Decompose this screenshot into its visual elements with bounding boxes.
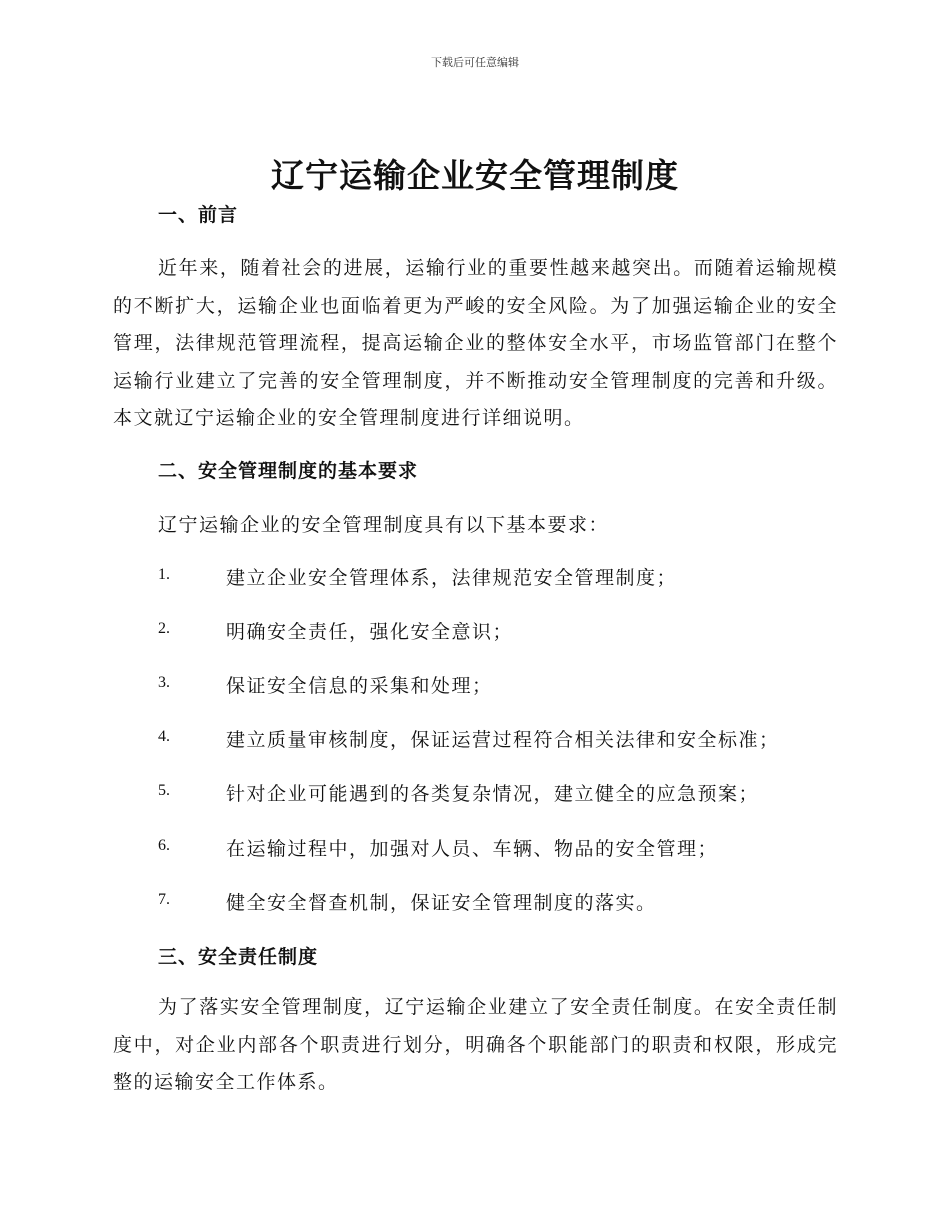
page-header-note: 下载后可任意编辑 xyxy=(431,56,519,69)
section-heading-responsibility: 三、安全责任制度 xyxy=(158,946,319,968)
paragraph-preface: 近年来，随着社会的进展，运输行业的重要性越来越突出。而随着运输规模的不断扩大，运输企业也面临着更为严峻的安全风险。为了加强运输企业的安全管理，法律规范管理流程，提高运输企业的整体安全水平，市场监管部门在整个运输行业建立了完善的安全管理制度，并不断推动安全管理制度的完善和升级。本文就辽宁运输企业的安全管理制度进行详细说明。 xyxy=(113,257,838,429)
list-item xyxy=(158,834,858,864)
section-heading-requirements: 二、安全管理制度的基本要求 xyxy=(158,460,419,482)
list-item xyxy=(158,563,858,593)
list-item-text: 保证安全信息的采集和处理； xyxy=(226,675,493,697)
list-item-text: 健全安全督查机制，保证安全管理制度的落实。 xyxy=(226,892,657,914)
list-item-number: 3. xyxy=(158,674,170,691)
list-item-number: 1. xyxy=(158,566,170,583)
list-item-text: 在运输过程中，加强对人员、车辆、物品的安全管理； xyxy=(226,838,719,860)
list-item xyxy=(158,888,858,918)
list-item-text: 针对企业可能遇到的各类复杂情况，建立健全的应急预案； xyxy=(226,783,760,805)
list-item-number: 2. xyxy=(158,620,170,637)
list-item xyxy=(158,725,858,755)
section-heading-preface: 一、前言 xyxy=(158,204,239,226)
list-item xyxy=(158,671,858,701)
list-item-text: 建立企业安全管理体系，法律规范安全管理制度； xyxy=(226,567,678,589)
list-item-number: 6. xyxy=(158,837,170,854)
list-item-number: 7. xyxy=(158,891,170,908)
list-item xyxy=(158,779,858,809)
paragraph-responsibility: 为了落实安全管理制度，辽宁运输企业建立了安全责任制度。在安全责任制度中，对企业内部各个职责进行划分，明确各个职能部门的职责和权限，形成完整的运输安全工作体系。 xyxy=(113,996,838,1093)
list-item-number: 5. xyxy=(158,782,170,799)
requirements-intro: 辽宁运输企业的安全管理制度具有以下基本要求： xyxy=(158,514,610,536)
document-title: 辽宁运输企业安全管理制度 xyxy=(271,156,679,195)
list-item-number: 4. xyxy=(158,728,170,745)
list-item xyxy=(158,617,858,647)
list-item-text: 明确安全责任，强化安全意识； xyxy=(226,621,514,643)
list-item-text: 建立质量审核制度，保证运营过程符合相关法律和安全标准； xyxy=(226,729,780,751)
